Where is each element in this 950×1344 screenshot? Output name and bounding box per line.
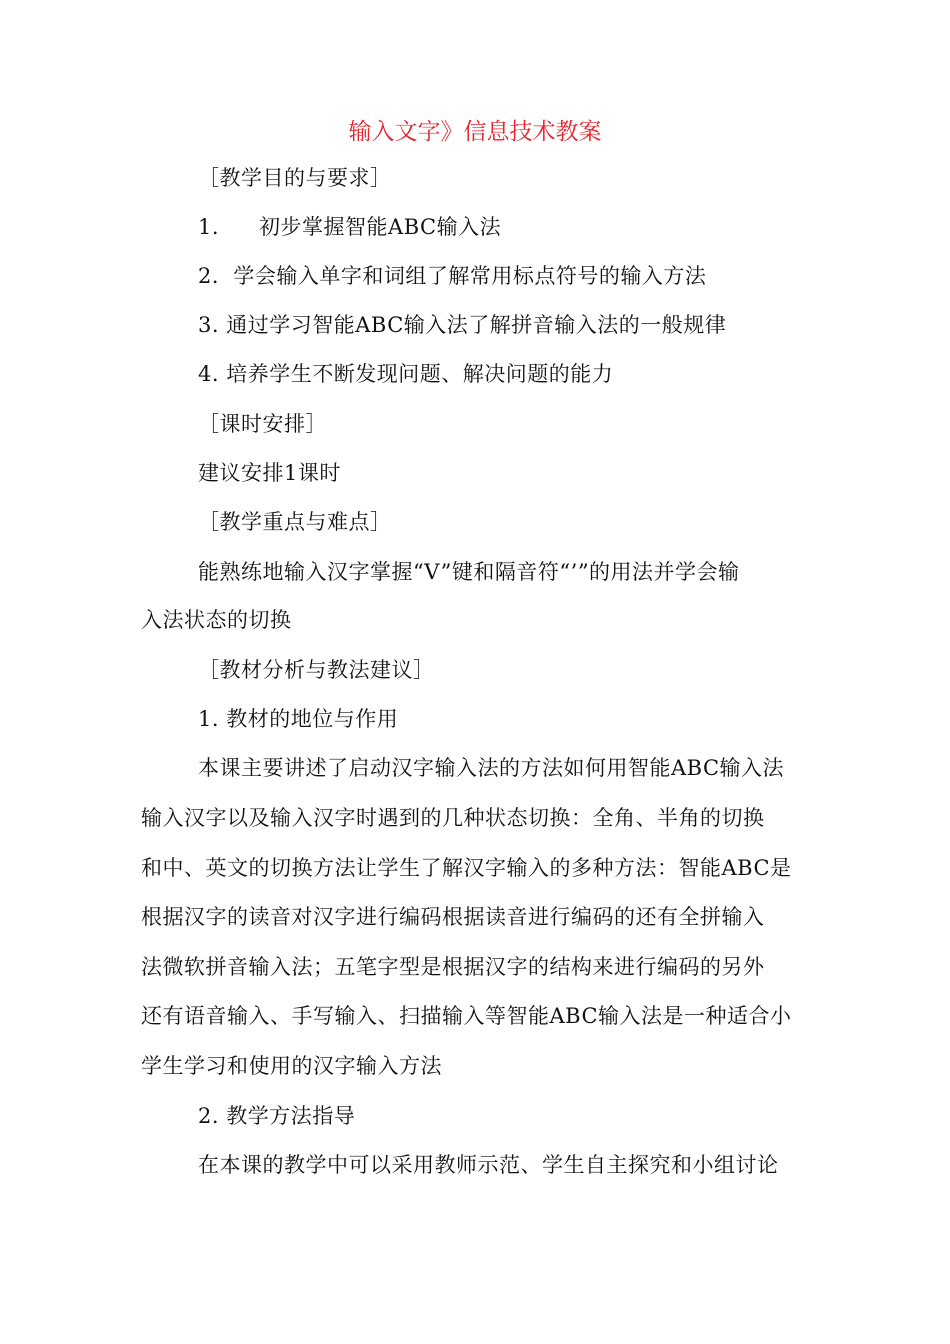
paragraph-line: 本课主要讲述了启动汉字输入法的方法如何用智能ABC输入法 — [198, 756, 785, 780]
paragraph-line: 在本课的教学中可以采用教师示范、学生自主探究和小组讨论 — [198, 1153, 779, 1177]
paragraph-line: 还有语音输入、手写输入、扫描输入等智能ABC输入法是一种适合小 — [141, 1004, 792, 1028]
list-item-4: 4. 培养学生不断发现问题、解决问题的能力 — [198, 362, 614, 386]
paragraph-line: 输入汉字以及输入汉字时遇到的几种状态切换：全角、半角的切换 — [141, 806, 765, 830]
section-heading-key-points: ［教学重点与难点］ — [198, 510, 392, 534]
list-item-3: 3. 通过学习智能ABC输入法了解拼音输入法的一般规律 — [198, 313, 727, 337]
subheading-1: 1. 教材的地位与作用 — [198, 707, 399, 731]
list-item-1 — [198, 207, 501, 247]
paragraph-line: 根据汉字的读音对汉字进行编码根据读音进行编码的还有全拼输入 — [141, 905, 765, 929]
section-heading-goals: ［教学目的与要求］ — [198, 166, 392, 190]
paragraph-line: 学生学习和使用的汉字输入方法 — [141, 1054, 442, 1078]
paragraph-line: 和中、英文的切换方法让学生了解汉字输入的多种方法：智能ABC是 — [141, 856, 792, 880]
paragraph-line: 建议安排1课时 — [198, 461, 341, 485]
list-number: 1. — [198, 215, 220, 239]
document-title: 输入文字》信息技术教案 — [348, 119, 602, 145]
paragraph-line: 法微软拼音输入法；五笔字型是根据汉字的结构来进行编码的另外 — [141, 955, 765, 979]
list-text: 初步掌握智能ABC输入法 — [259, 215, 502, 239]
section-heading-analysis: ［教材分析与教法建议］ — [198, 658, 435, 682]
list-item-2: 2．学会输入单字和词组了解常用标点符号的输入方法 — [198, 264, 707, 288]
paragraph-line: 入法状态的切换 — [141, 608, 292, 632]
section-heading-schedule: ［课时安排］ — [198, 412, 327, 436]
subheading-2: 2. 教学方法指导 — [198, 1104, 356, 1128]
paragraph-line: 能熟练地输入汉字掌握“V”键和隔音符“’”的用法并学会输 — [198, 560, 740, 584]
